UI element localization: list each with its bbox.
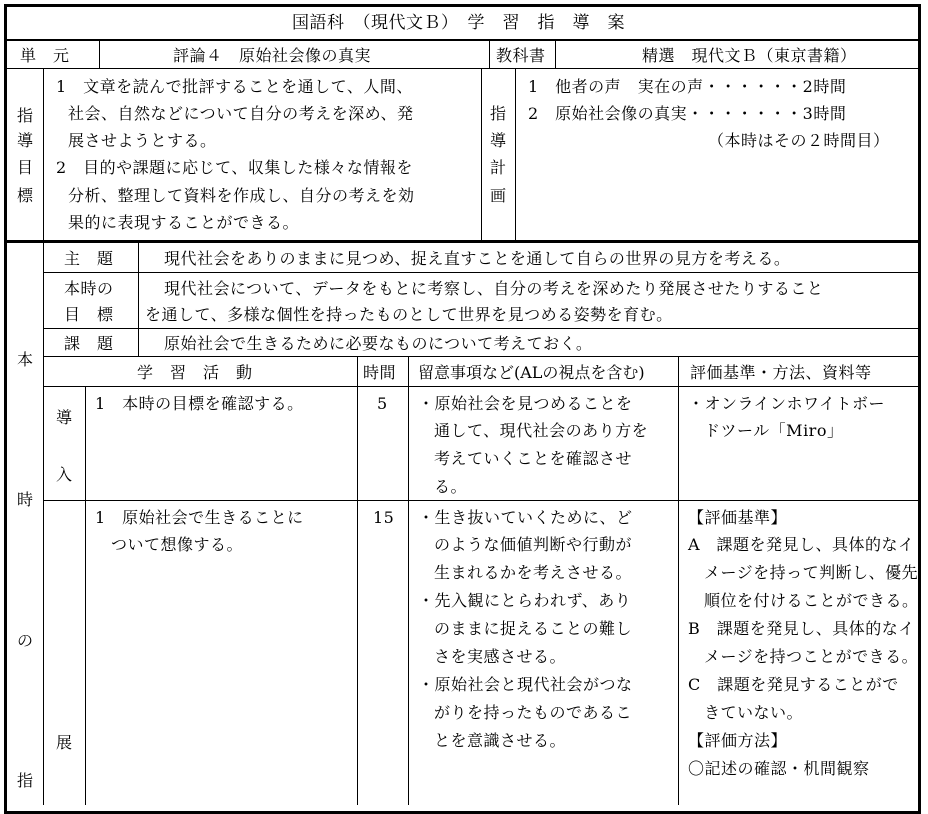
textbook-name: 精選 現代文Ｂ（東京書籍） <box>642 46 857 65</box>
stage-develop: 展 <box>55 733 72 752</box>
unit-name: 評論４ 原始社会像の真実 <box>173 46 372 65</box>
theme-label: 主 題 <box>64 249 114 268</box>
textbook-label: 教科書 <box>496 46 546 65</box>
stage-intro-2: 入 <box>55 465 72 484</box>
session-goal-label-1: 本時の <box>64 279 114 298</box>
col-header-activity: 学 習 活 動 <box>137 363 253 382</box>
theme-text: 現代社会をありのままに見つめ、捉え直すことを通して自らの世界の見方を考える。 <box>164 249 791 268</box>
task-text: 原始社会で生きるために必要なものについて考えておく。 <box>164 334 593 353</box>
col-header-time: 時間 <box>363 363 397 382</box>
session-goal-label-2: 目 標 <box>64 305 114 324</box>
stage-intro-1: 導 <box>55 408 72 427</box>
row2-time: 15 <box>373 508 395 527</box>
lesson-plan-document: 国語科 （現代文Ｂ） 学 習 指 導 案 単 元 評論４ 原始社会像の真実 教科書 精選 現代文Ｂ（東京書籍） 指 導 目 標 1 文章を読んで批評することを通して、人間、 社会、自然などについて自分の考えを深め、発 展させようとする。 2 目的や課題に応じて、収集した様々な情報を 分析、整理して資料を作成し、自分の考えを効 果的に表現することができる。 指 導 計 画 1 他者の声 実在の声・・・・・・2時間 2 原始社会像の真実・・・・・・・3時間 （本時はその２時間目） 本 時 の 指 主 題 現代社会をありのままに見つめ、捉え直すことを通して自らの世界の見方を考える。 本時の 目 標 現代社会について、データをもとに考察し、自分の考えを深めたり発展させたりすること を通して、多様な個性を持ったものとして世界を見つめる姿勢を育む。 課 題 原始社会で生きるために必要なものについて考えておく。 学 習 活 動 時間 留意事項など(ALの視点を含む) 評価基準・方法、資料等 導 入 1 本時の目標を確認する。 5 ・原始社会を見つめることを 通して、現代社会のあり方を 考えていくことを確認させ る。 ・オンラインホワイトボー ドツール「Miro」 展 1 原始社会で生きることに ついて想像する。 15 ・生き抜いていくために、ど のような価値判断や行動が 生まれるかを考えさせる。 ・先入観にとらわれず、あり のままに捉えることの難し さを実感させる。 ・原始社会と現代社会がつな がりを持ったものであるこ とを意識させる。 【評価基準】 A 課題を発見し、具体的なイ メージを持って判断し、優先 順位を付けることができる。 B 課題を発見し、具体的なイ メージを持つことができる。 C 課題を発見することがで きていない。 【評価方法】 〇記述の確認・机間観察 <box>0 0 928 805</box>
row1-activity: 1 本時の目標を確認する。 <box>95 394 304 413</box>
col-header-notes: 留意事項など(ALの視点を含む) <box>418 363 645 382</box>
session-goal-line-1: 現代社会について、データをもとに考察し、自分の考えを深めたり発展させたりすること <box>164 279 824 298</box>
session-goal-line-2: を通して、多様な個性を持ったものとして世界を見つめる姿勢を育む。 <box>145 305 673 324</box>
task-label: 課 題 <box>64 334 114 353</box>
unit-label: 単 元 <box>20 46 70 65</box>
page-title: 国語科 （現代文Ｂ） 学 習 指 導 案 <box>292 13 625 33</box>
col-header-eval: 評価基準・方法、資料等 <box>690 363 872 382</box>
row1-time: 5 <box>377 394 388 413</box>
